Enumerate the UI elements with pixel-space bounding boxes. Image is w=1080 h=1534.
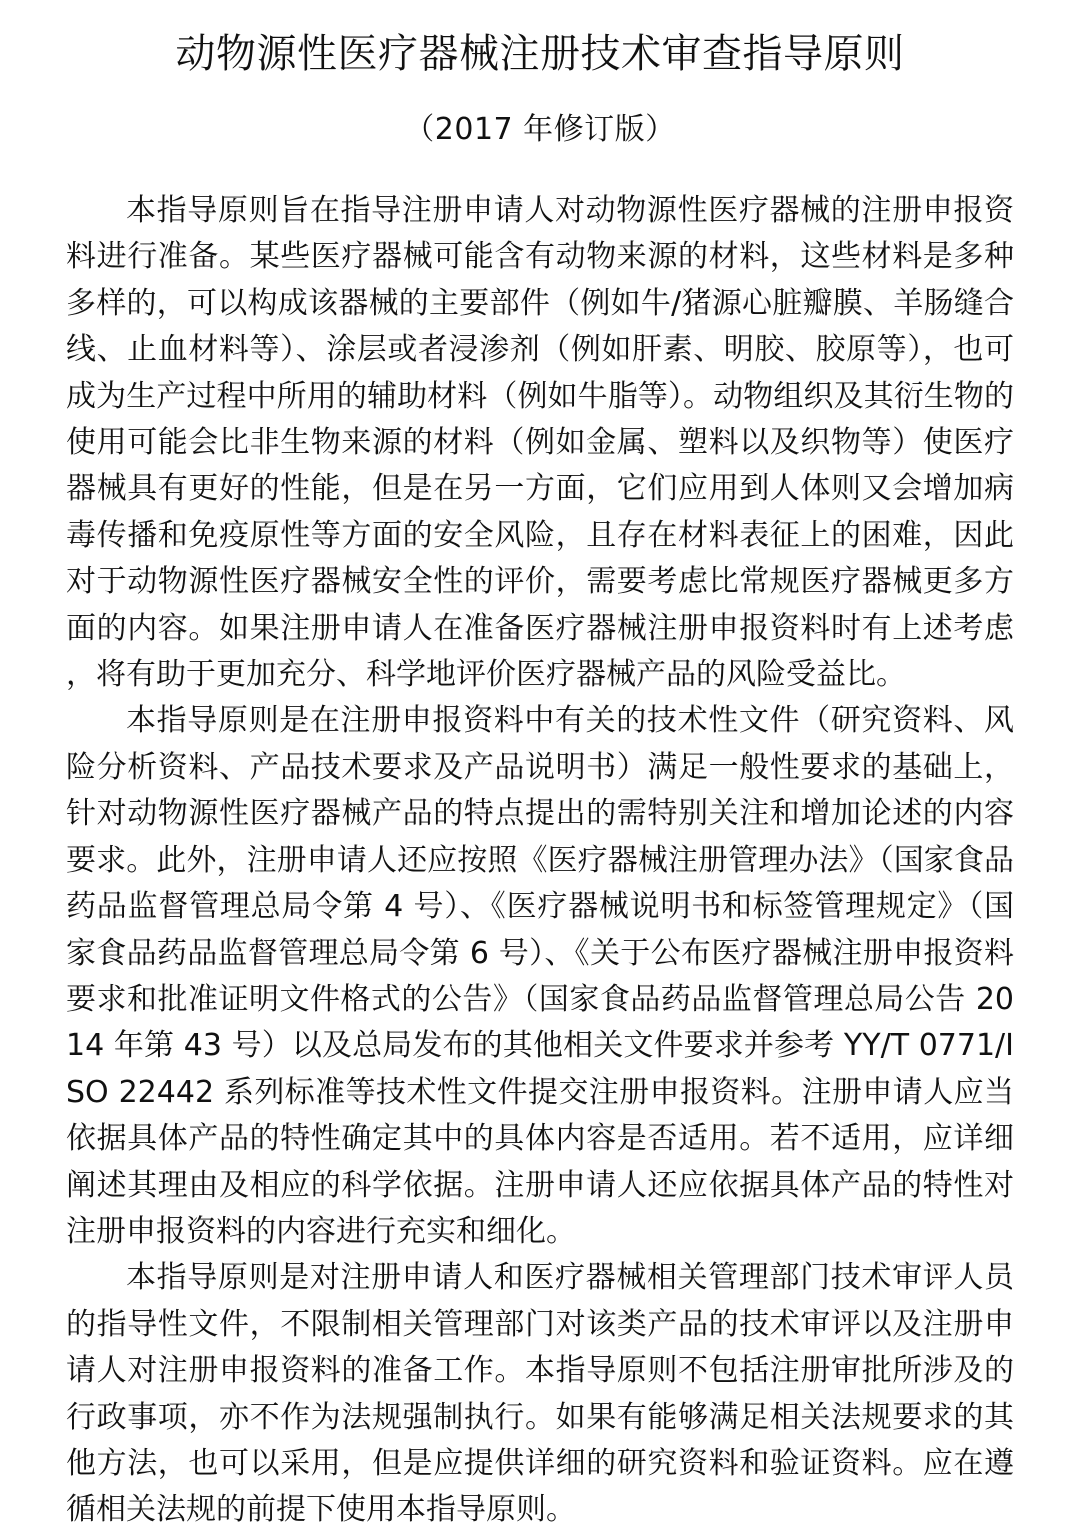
document-subtitle: （2017 年修订版） bbox=[404, 112, 676, 147]
paragraph-3: 本指导原则是对注册申请人和医疗器械相关管理部门技术审评人员的指导性文件，不限制相关管理部门对该类产品的技术审评以及注册申请人对注册申报资料的准备工作。本指导原则不包括注册审批所涉及的行政事项，亦不作为法规强制执行。如果有能够满足相关法规要求的其他方法，也可以采用，但是应提供详细的研究资料和验证资料。应在遵循相关法规的前提下使用本指导原则。 bbox=[66, 1260, 1014, 1528]
document-title: 动物源性医疗器械注册技术审查指导原则 bbox=[175, 31, 905, 77]
paragraph-2: 本指导原则是在注册申报资料中有关的技术性文件（研究资料、风险分析资料、产品技术要求及产品说明书）满足一般性要求的基础上，针对动物源性医疗器械产品的特点提出的需特别关注和增加论述的内容要求。此外，注册申请人还应按照《医疗器械注册管理办法》（国家食品药品监督管理总局令第 4 号）、《医疗器械说明书和标签管理规定》（国家食品药品监督管理总局令第 6 号）、《关于公布医疗器械注册申报资料要求和批准证明文件格式的公告》（国家食品药品监督管理总局公告 2014 年第 43 号）以及总局发布的其他相关文件要求并参考 YY/T 0771/ISO 22442 系列标准等技术性文件提交注册申报资料。注册申请人应当依据具体产品的特性确定其中的具体内容是否适用。若不适用，应详细阐述其理由及相应的科学依据。注册申请人还应依据具体产品的特性对注册申报资料的内容进行充实和细化。 bbox=[66, 703, 1014, 1249]
document-body bbox=[66, 188, 1014, 1534]
paragraph-1: 本指导原则旨在指导注册申请人对动物源性医疗器械的注册申报资料进行准备。某些医疗器械可能含有动物来源的材料，这些材料是多种多样的，可以构成该器械的主要部件（例如牛/猪源心脏瓣膜、羊肠缝合线、止血材料等）、涂层或者浸渗剂（例如肝素、明胶、胶原等），也可成为生产过程中所用的辅助材料（例如牛脂等）。动物组织及其衍生物的使用可能会比非生物来源的材料（例如金属、塑料以及织物等）使医疗器械具有更好的性能，但是在另一方面，它们应用到人体则又会增加病毒传播和免疫原性等方面的安全风险，且存在材料表征上的困难，因此对于动物源性医疗器械安全性的评价，需要考虑比常规医疗器械更多方面的内容。如果注册申请人在准备医疗器械注册申报资料时有上述考虑，将有助于更加充分、科学地评价医疗器械产品的风险受益比。 bbox=[66, 193, 1014, 693]
